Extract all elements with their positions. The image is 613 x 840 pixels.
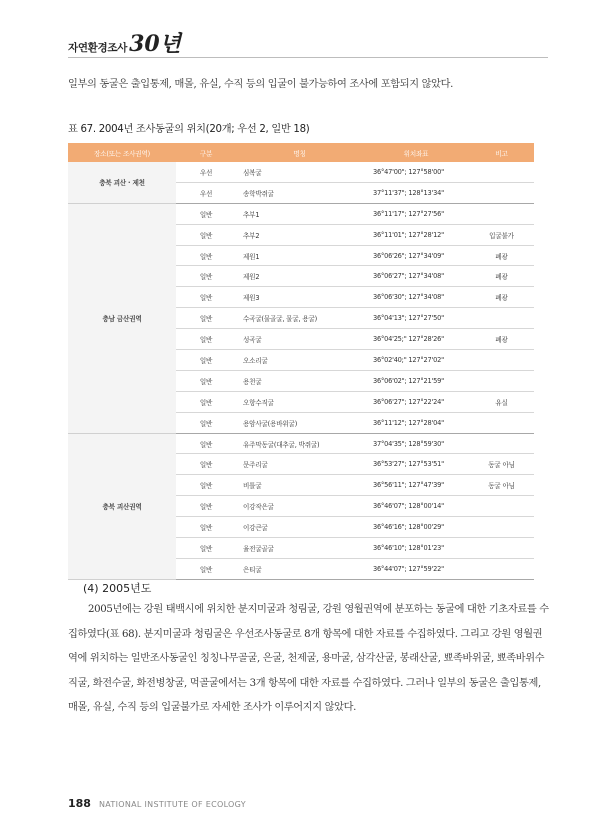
- coordinate-cell: 36°11'12"; 127°28'04": [363, 412, 469, 433]
- region-cell: 충남 금산권역: [68, 203, 176, 433]
- footer-institute: NATIONAL INSTITUTE OF ECOLOGY: [98, 800, 246, 809]
- type-cell: 일반: [176, 203, 236, 224]
- table-column-header: 비고: [469, 143, 534, 162]
- region-cell: 충북 괴산 · 제천: [68, 162, 176, 203]
- note-cell: 폐광: [469, 266, 534, 287]
- coordinate-cell: 36°06'27"; 127°34'08": [363, 266, 469, 287]
- name-cell: 이강큰굴: [236, 517, 363, 538]
- type-cell: 일반: [176, 308, 236, 329]
- coordinate-cell: 37°11'37"; 128°13'34": [363, 182, 469, 203]
- coordinate-cell: 36°46'07"; 128°00'14": [363, 496, 469, 517]
- type-cell: 일반: [176, 412, 236, 433]
- coordinate-cell: 36°47'00"; 127°58'00": [363, 162, 469, 182]
- note-cell: 폐광: [469, 329, 534, 350]
- coordinate-cell: 36°04'25;" 127°28'26": [363, 329, 469, 350]
- type-cell: 일반: [176, 287, 236, 308]
- section-body-paragraph: 2005년에는 강원 태백시에 위치한 분지미굴과 청림굴, 강원 영월권역에 분포하는 동굴에 대한 기초자료를 수집하였다(표 68). 분지미굴과 청림굴은 우선조사동굴로 8개 항목에 대한 자료를 수집하였다. 그리고 강원 영월권역에 위치하는 일반조사동굴인 칭칭나무골굴, 은굴, 천제굴, 용마굴, 삼각산굴, 봉래산굴, 뾰족바위굴, 뾰족바위수직굴, 화전수굴, 화전병창굴, 먹골굴에서는 3개 항목에 대한 자료를 수집하였다. 그러나 일부의 동굴은 출입통제, 매몰, 유실, 수직 등의 입굴불가로 자세한 조사가 이루어지지 않았다.: [68, 604, 549, 713]
- table-body: [68, 162, 534, 579]
- coordinate-cell: 36°06'30"; 127°34'08": [363, 287, 469, 308]
- table-row: [68, 162, 534, 182]
- type-cell: 일반: [176, 391, 236, 412]
- type-cell: 일반: [176, 517, 236, 538]
- coordinate-cell: 36°06'26"; 127°34'09": [363, 245, 469, 266]
- type-cell: 일반: [176, 224, 236, 245]
- table-column-header: 구분: [176, 143, 236, 162]
- note-cell: 폐광: [469, 245, 534, 266]
- table-column-header: 위치좌표: [363, 143, 469, 162]
- table-row: [68, 433, 534, 454]
- note-cell: 유실: [469, 391, 534, 412]
- coordinate-cell: 36°02'40;" 127°27'02": [363, 350, 469, 371]
- type-cell: 일반: [176, 496, 236, 517]
- intro-paragraph: 일부의 동굴은 출입통제, 매몰, 유실, 수직 등의 입굴이 불가능하여 조사에 포함되지 않았다.: [68, 79, 454, 90]
- name-cell: 제원3: [236, 287, 363, 308]
- name-cell: 유주막동굴(대추굴, 박쥐굴): [236, 433, 363, 454]
- type-cell: 일반: [176, 266, 236, 287]
- note-cell: [469, 558, 534, 579]
- note-cell: [469, 350, 534, 371]
- coordinate-cell: 36°11'17"; 127°27'56": [363, 203, 469, 224]
- name-cell: 추부2: [236, 224, 363, 245]
- type-cell: 일반: [176, 475, 236, 496]
- note-cell: [469, 433, 534, 454]
- name-cell: 비틀굴: [236, 475, 363, 496]
- note-cell: 동굴 아님: [469, 454, 534, 475]
- coordinate-cell: 36°44'07"; 127°59'22": [363, 558, 469, 579]
- type-cell: 우선: [176, 162, 236, 182]
- name-cell: 송학박쥐굴: [236, 182, 363, 203]
- table-column-header: 장소(또는 조사권역): [68, 143, 176, 162]
- name-cell: 용암사굴(용바위굴): [236, 412, 363, 433]
- type-cell: 일반: [176, 329, 236, 350]
- coordinate-cell: 36°46'10"; 128°01'23": [363, 538, 469, 559]
- coordinate-cell: 37°04'35"; 128°59'30": [363, 433, 469, 454]
- header-brand: [68, 25, 181, 55]
- header-divider: [68, 57, 548, 58]
- name-cell: 제원2: [236, 266, 363, 287]
- type-cell: 일반: [176, 370, 236, 391]
- coordinate-cell: 36°46'16"; 128°00'29": [363, 517, 469, 538]
- type-cell: 일반: [176, 245, 236, 266]
- type-cell: 우선: [176, 182, 236, 203]
- name-cell: 오항수직굴: [236, 391, 363, 412]
- coordinate-cell: 36°53'27"; 127°53'51": [363, 454, 469, 475]
- page-footer: [68, 797, 246, 810]
- name-cell: 수곡굴(물골굴, 물굴, 용굴): [236, 308, 363, 329]
- name-cell: 추부1: [236, 203, 363, 224]
- note-cell: 동굴 아님: [469, 475, 534, 496]
- note-cell: [469, 412, 534, 433]
- coordinate-cell: 36°06'27"; 127°22'24": [363, 391, 469, 412]
- name-cell: 이강작은굴: [236, 496, 363, 517]
- name-cell: 제원1: [236, 245, 363, 266]
- page-number: 188: [68, 797, 91, 810]
- note-cell: [469, 517, 534, 538]
- header-brand-text: 자연환경조사: [68, 42, 128, 54]
- name-cell: 문주리굴: [236, 454, 363, 475]
- header-brand-number: 30년: [129, 31, 181, 57]
- note-cell: [469, 182, 534, 203]
- name-cell: 율전굴골굴: [236, 538, 363, 559]
- coordinate-cell: 36°11'01"; 127°28'12": [363, 224, 469, 245]
- note-cell: [469, 496, 534, 517]
- coordinate-cell: 36°06'02"; 127°21'59": [363, 370, 469, 391]
- type-cell: 일반: [176, 538, 236, 559]
- table-caption: 표 67. 2004년 조사동굴의 위치(20개; 우선 2, 일반 18): [68, 124, 310, 135]
- coordinate-cell: 36°56'11"; 127°47'39": [363, 475, 469, 496]
- note-cell: [469, 203, 534, 224]
- note-cell: 입굴불가: [469, 224, 534, 245]
- type-cell: 일반: [176, 433, 236, 454]
- type-cell: 일반: [176, 350, 236, 371]
- note-cell: [469, 538, 534, 559]
- name-cell: 용천굴: [236, 370, 363, 391]
- table-column-header: 명칭: [236, 143, 363, 162]
- note-cell: [469, 308, 534, 329]
- note-cell: [469, 370, 534, 391]
- note-cell: [469, 162, 534, 182]
- type-cell: 일반: [176, 454, 236, 475]
- name-cell: 은티굴: [236, 558, 363, 579]
- name-cell: 성곡굴: [236, 329, 363, 350]
- note-cell: 폐광: [469, 287, 534, 308]
- region-cell: 충북 괴산권역: [68, 433, 176, 579]
- cave-location-table: [68, 143, 534, 580]
- table-header-row: [68, 143, 534, 162]
- table-row: [68, 203, 534, 224]
- coordinate-cell: 36°04'13"; 127°27'50": [363, 308, 469, 329]
- type-cell: 일반: [176, 558, 236, 579]
- name-cell: 오소리굴: [236, 350, 363, 371]
- section-heading: (4) 2005년도: [83, 582, 152, 595]
- name-cell: 심복굴: [236, 162, 363, 182]
